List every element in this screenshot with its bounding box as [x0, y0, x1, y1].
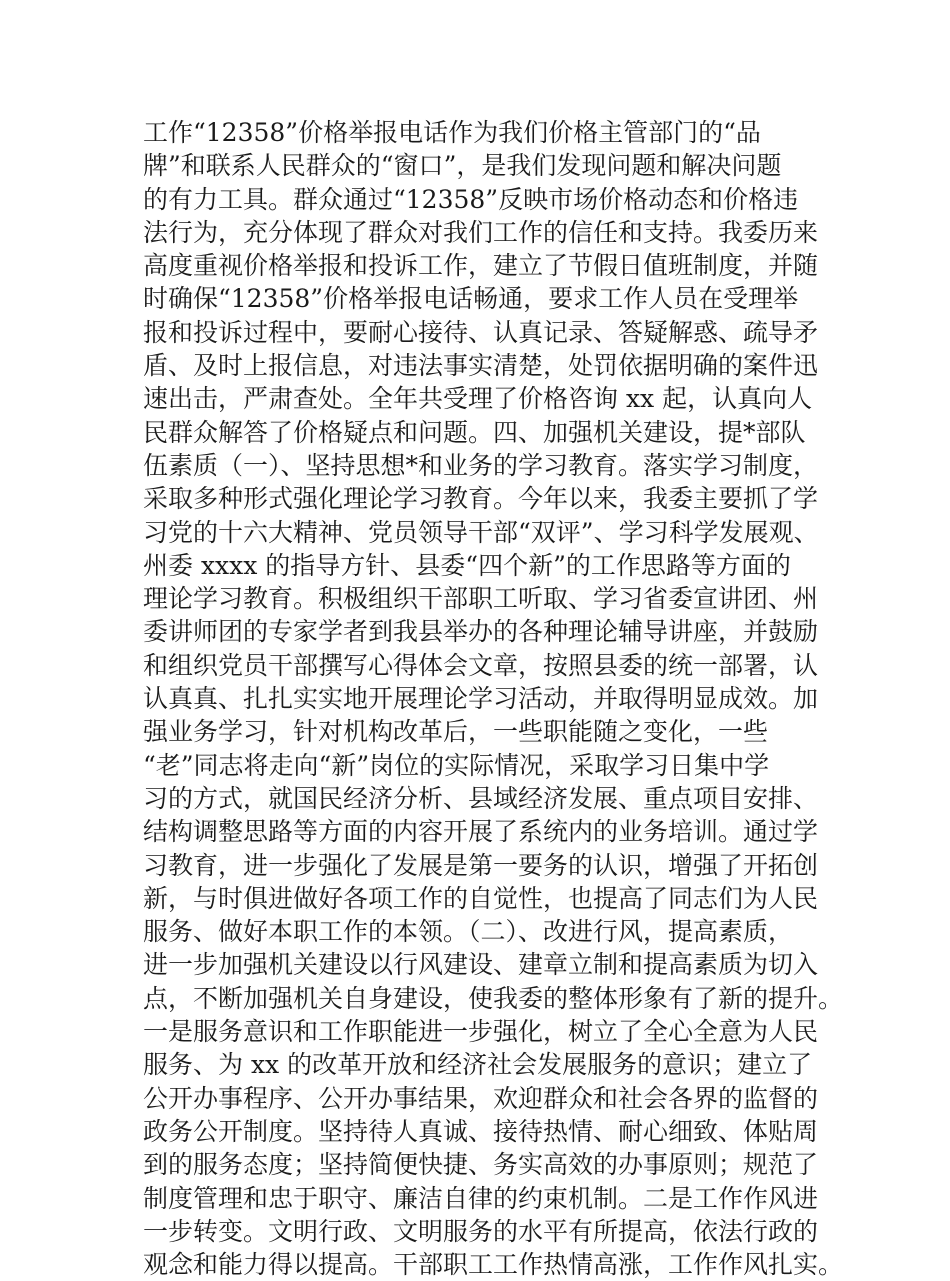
text-line: 民群众解答了价格疑点和问题。四、加强机关建设，提*部队: [143, 417, 806, 447]
text-line: 习党的十六大精神、党员领导干部“双评”、学习科学发展观、: [143, 517, 819, 547]
text-line: 公开办事程序、公开办事结果，欢迎群众和社会各界的监督的: [143, 1083, 819, 1113]
text-line: 强业务学习，针对机构改革后，一些职能随之变化，一些: [143, 717, 769, 747]
text-line: 速出击，严肃查处。全年共受理了价格咨询 xx 起，认真向人: [143, 384, 813, 414]
text-line: 观念和能力得以提高。干部职工工作热情高涨，工作作风扎实。: [143, 1250, 844, 1280]
text-line: 进一步加强机关建设以行风建设、建章立制和提高素质为切入: [143, 950, 819, 980]
text-line: 一步转变。文明行政、文明服务的水平有所提高，依法行政的: [143, 1216, 819, 1246]
text-line: 盾、及时上报信息，对违法事实清楚，处罚依据明确的案件迅: [143, 351, 819, 381]
text-line: 伍素质（一）、坚持思想*和业务的学习教育。落实学习制度，: [143, 450, 819, 480]
text-line: 制度管理和忠于职守、廉洁自律的约束机制。二是工作作风进: [143, 1183, 819, 1213]
text-line: 到的服务态度；坚持简便快捷、务实高效的办事原则；规范了: [143, 1150, 819, 1180]
text-line: 和组织党员干部撰写心得体会文章，按照县委的统一部署，认: [143, 650, 819, 680]
text-line: 服务、做好本职工作的本领。（二）、改进行风，提高素质，: [143, 917, 794, 947]
text-line: 法行为，充分体现了群众对我们工作的信任和支持。我委历来: [143, 217, 819, 247]
text-line: 认真真、扎扎实实地开展理论学习活动，并取得明显成效。加: [143, 684, 819, 714]
text-line: 习的方式，就国民经济分析、县域经济发展、重点项目安排、: [143, 783, 819, 813]
text-line: 时确保“12358”价格举报电话畅通，要求工作人员在受理举: [143, 284, 799, 314]
text-line: 采取多种形式强化理论学习教育。今年以来，我委主要抓了学: [143, 484, 819, 514]
text-line: 州委 xxxx 的指导方针、县委“四个新”的工作思路等方面的: [143, 550, 791, 580]
text-line: 委讲师团的专家学者到我县举办的各种理论辅导讲座，并鼓励: [143, 617, 819, 647]
text-line: 报和投诉过程中，要耐心接待、认真记录、答疑解惑、疏导矛: [143, 317, 819, 347]
text-line: 习教育，进一步强化了发展是第一要务的认识，增强了开拓创: [143, 850, 819, 880]
text-line: 高度重视价格举报和投诉工作，建立了节假日值班制度，并随: [143, 251, 819, 281]
text-line: 牌”和联系人民群众的“窗口”，是我们发现问题和解决问题: [143, 151, 782, 181]
text-line: 点，不断加强机关自身建设，使我委的整体形象有了新的提升。: [143, 983, 844, 1013]
text-line: 新，与时俱进做好各项工作的自觉性，也提高了同志们为人民: [143, 883, 819, 913]
text-line: 理论学习教育。积极组织干部职工听取、学习省委宣讲团、州: [143, 584, 819, 614]
body-text: [143, 116, 843, 1281]
text-line: 一是服务意识和工作职能进一步强化，树立了全心全意为人民: [143, 1017, 819, 1047]
text-line: 工作“12358”价格举报电话作为我们价格主管部门的“品: [143, 118, 761, 147]
text-line: 结构调整思路等方面的内容开展了系统内的业务培训。通过学: [143, 817, 819, 847]
text-line: 的有力工具。群众通过“12358”反映市场价格动态和价格违: [143, 184, 799, 214]
text-line: 服务、为 xx 的改革开放和经济社会发展服务的意识；建立了: [143, 1050, 813, 1080]
text-line: “老”同志将走向“新”岗位的实际情况，采取学习日集中学: [143, 750, 770, 780]
text-line: 政务公开制度。坚持待人真诚、接待热情、耐心细致、体贴周: [143, 1116, 819, 1146]
